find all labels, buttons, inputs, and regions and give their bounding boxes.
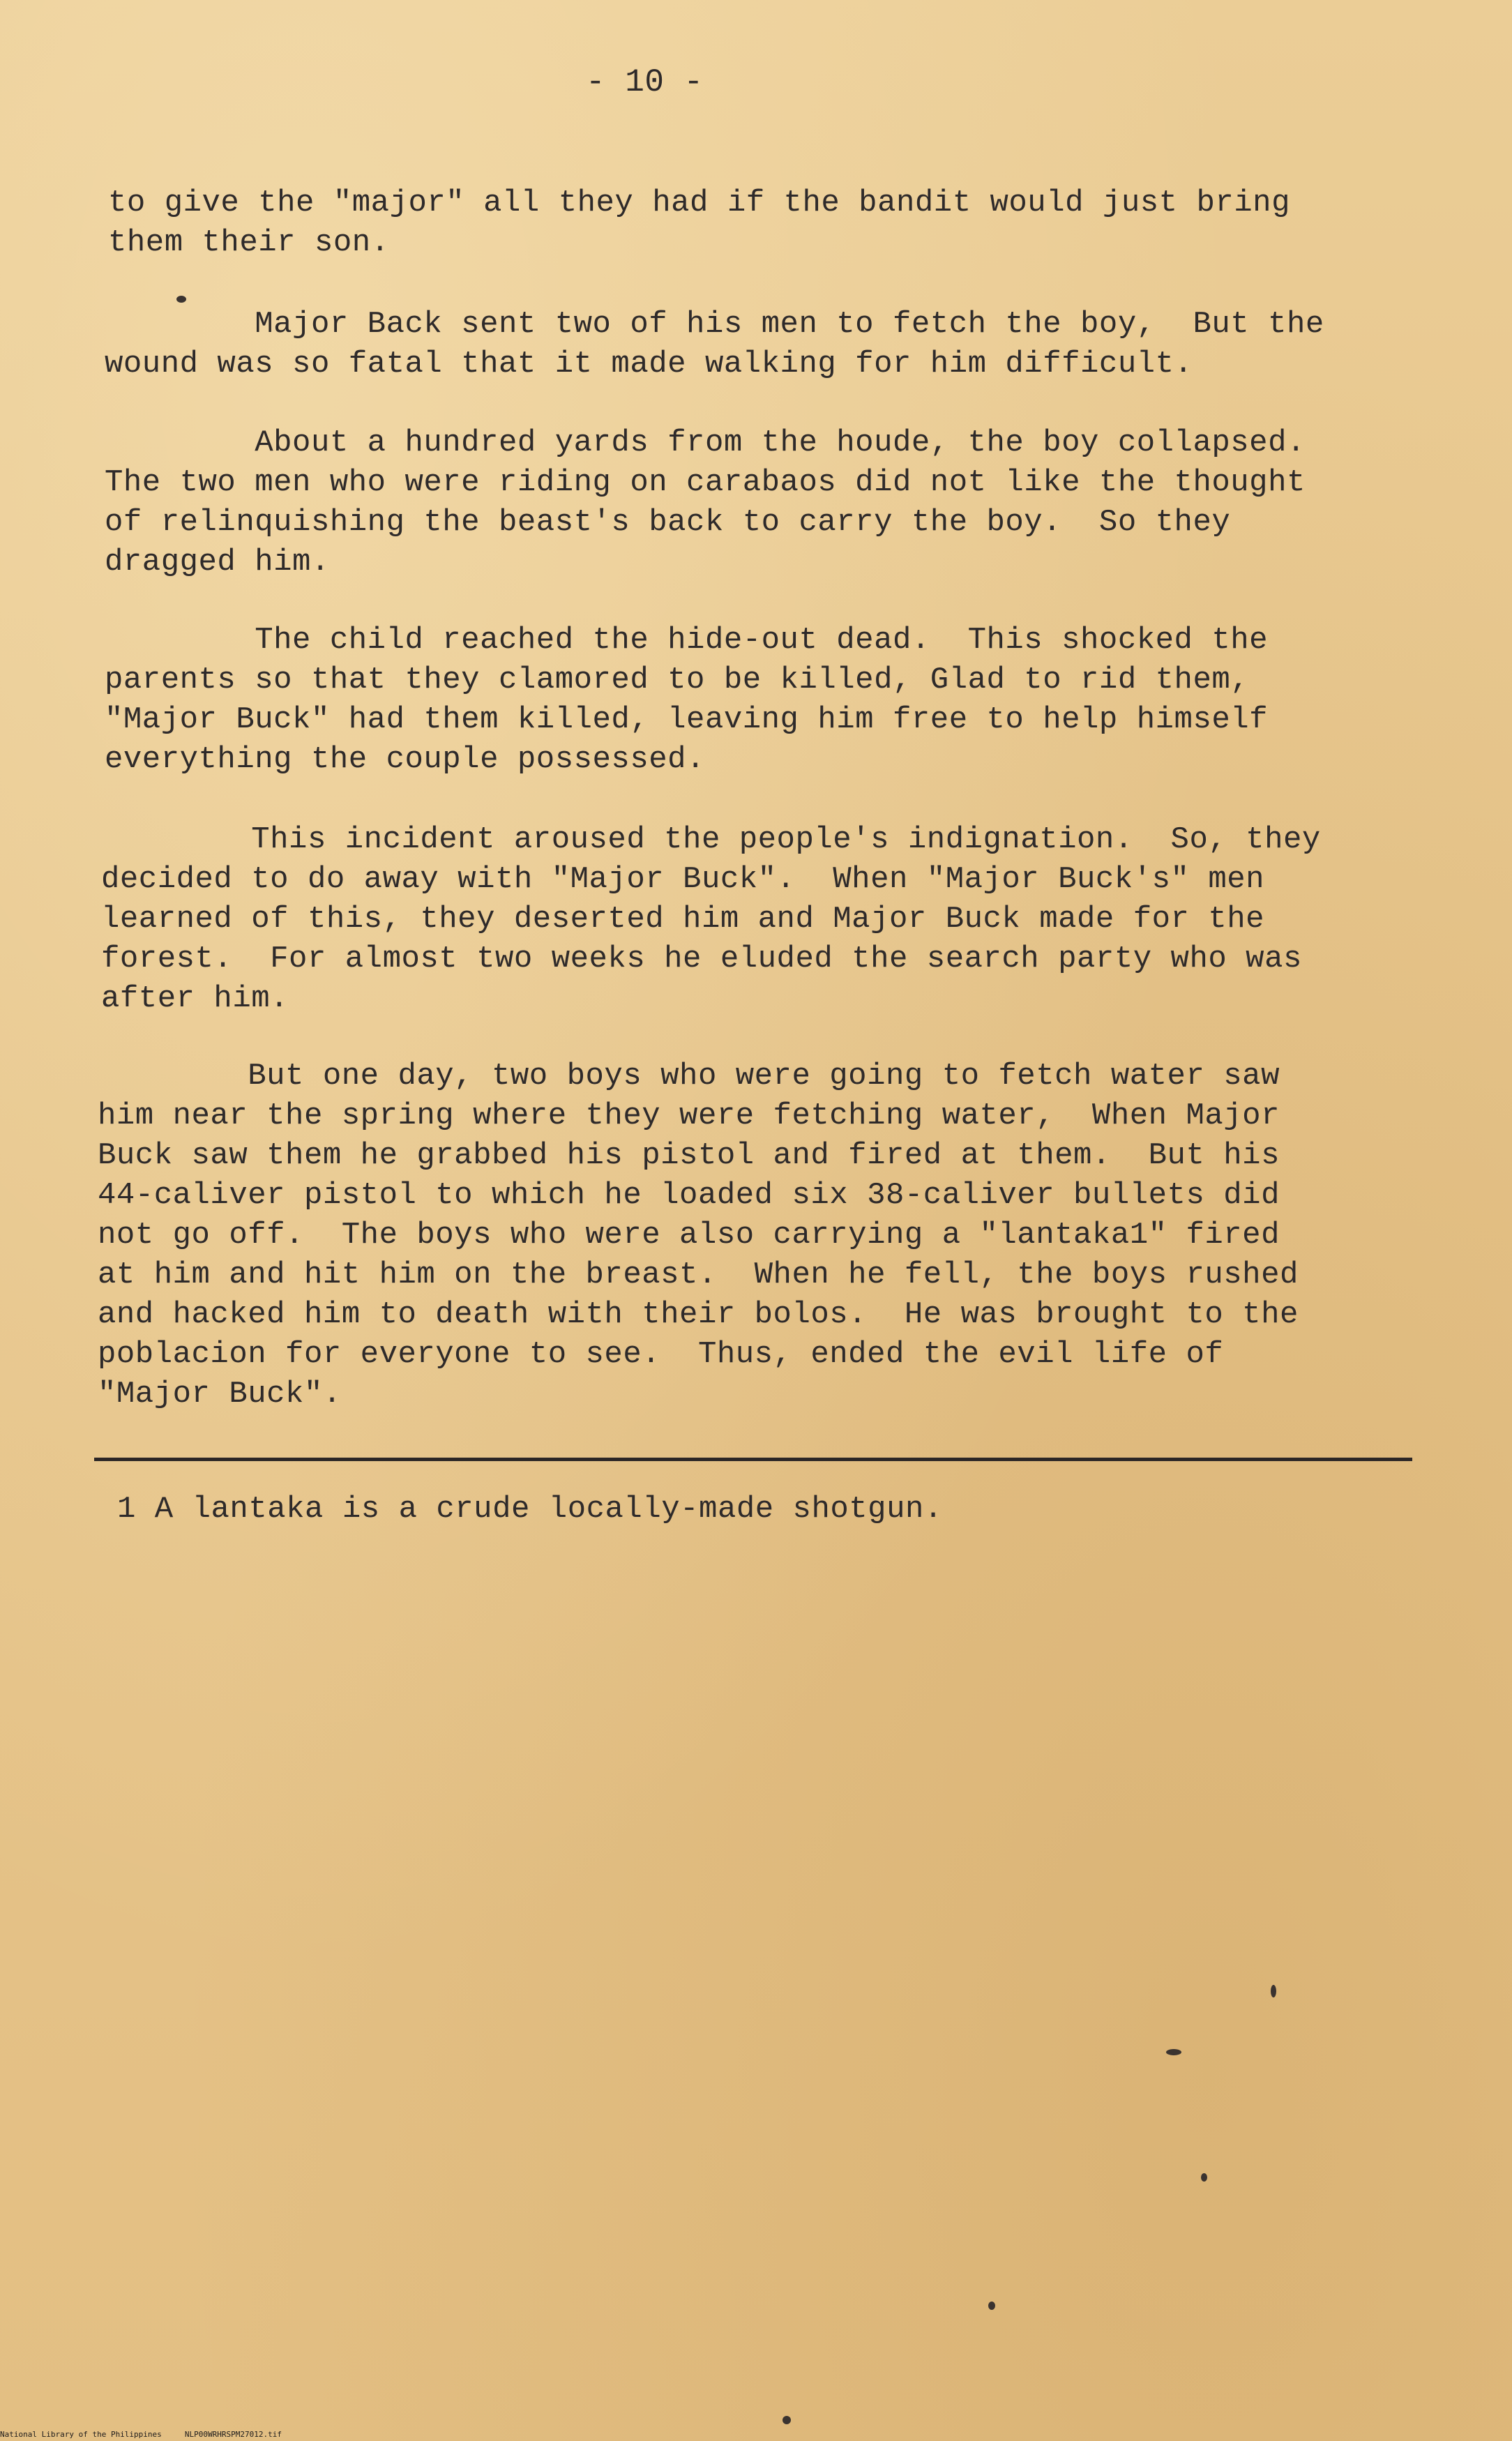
page-number: - 10 - [586, 64, 704, 100]
ink-speck [176, 296, 186, 303]
paragraph-3 [105, 423, 1306, 582]
line: parents so that they clamored to be killed, Glad to rid them, [105, 663, 1250, 697]
line: him near the spring where they were fetching water, When Major [98, 1098, 1280, 1133]
ink-speck [1166, 2049, 1181, 2055]
ink-speck [783, 2416, 791, 2424]
line: decided to do away with "Major Buck". When "Major Buck's" men [101, 862, 1265, 897]
paragraph-1 [108, 183, 1290, 263]
line: at him and hit him on the breast. When he fell, the boys rushed [98, 1257, 1299, 1292]
line: Buck saw them he grabbed his pistol and fired at them. But his [98, 1138, 1280, 1173]
line: poblacion for everyone to see. Thus, ended the evil life of [98, 1337, 1224, 1372]
paragraph-6 [98, 1057, 1299, 1414]
line: dragged him. [105, 545, 330, 580]
line: everything the couple possessed. [105, 742, 705, 777]
paragraph-5 [101, 820, 1321, 1019]
line: "Major Buck" had them killed, leaving him free to help himself [105, 702, 1269, 737]
line: "Major Buck". [98, 1377, 342, 1412]
line: wound was so fatal that it made walking for him difficult. [105, 347, 1193, 381]
line: 44-caliver pistol to which he loaded six 38-caliver bullets did [98, 1178, 1280, 1213]
line: This incident aroused the people's indignation. So, they [101, 822, 1321, 857]
archive-footer: National Library of the Philippines NLP00WRHRSPM27012.tif [0, 2430, 282, 2439]
line: learned of this, they deserted him and Major Buck made for the [101, 902, 1265, 937]
ink-speck [1271, 1985, 1276, 1997]
line: About a hundred yards from the houde, the boy collapsed. [105, 425, 1306, 460]
line: after him. [101, 981, 289, 1016]
line: The two men who were riding on carabaos did not like the thought [105, 465, 1306, 500]
line: forest. For almost two weeks he eluded the search party who was [101, 942, 1302, 976]
ink-speck [1201, 2173, 1207, 2182]
footnote: 1 A lantaka is a crude locally-made shotgun. [117, 1492, 943, 1527]
line: to give the "major" all they had if the bandit would just bring [108, 186, 1290, 220]
line: them their son. [108, 225, 390, 260]
footnote-divider [94, 1458, 1412, 1461]
line: The child reached the hide-out dead. This shocked the [105, 623, 1269, 658]
line: But one day, two boys who were going to fetch water saw [98, 1059, 1280, 1094]
paragraph-4 [105, 621, 1268, 780]
ink-speck [988, 2302, 995, 2310]
paragraph-2 [105, 305, 1324, 384]
line: Major Back sent two of his men to fetch the boy, But the [105, 307, 1324, 342]
line: of relinquishing the beast's back to carry the boy. So they [105, 505, 1231, 540]
line: not go off. The boys who were also carrying a "lantaka1" fired [98, 1218, 1280, 1253]
line: and hacked him to death with their bolos. He was brought to the [98, 1297, 1299, 1332]
